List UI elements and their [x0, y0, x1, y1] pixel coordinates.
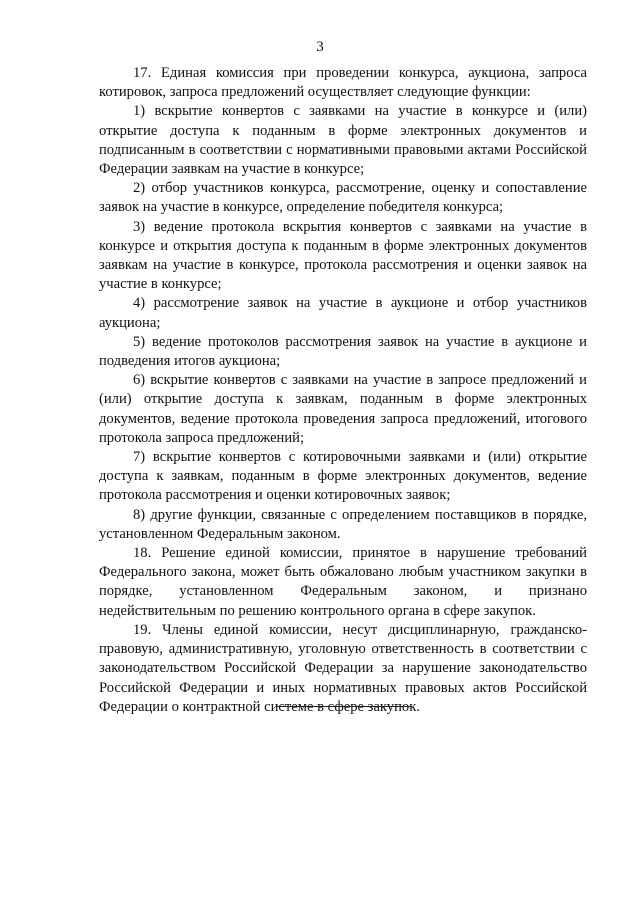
function-item-2: 2) отбор участников конкурса, рассмотрение, оценку и сопоставление заявок на участие в конкурсе, определение победителя конкурса;: [99, 180, 587, 216]
paragraph-17: 17. Единая комиссия при проведении конкурса, аукциона, запроса котировок, запроса предложений осуществляет следующие функции:: [99, 65, 587, 101]
end-divider-line: [276, 706, 412, 707]
paragraph-19: 19. Члены единой комиссии, несут дисциплинарную, гражданско-правовую, административную, уголовную ответственность в соответствии с законодательством Российской Федерации за нарушение законодательство Российской Федерации и иных нормативных правовых актов Российской Федерации о контрактной системе в сфере закупок.: [99, 621, 587, 715]
page-number: 3: [316, 39, 324, 55]
function-item-3: 3) ведение протокола вскрытия конвертов с заявками на участие в конкурсе и открытия доступа к поданным в форме электронных документов заявкам на участие в конкурсе, протокола рассмотрения и оценки заявок на участие в конкурсе;: [99, 218, 587, 293]
function-item-8: 8) другие функции, связанные с определением поставщиков в порядке, установленном Федеральным законом.: [99, 506, 587, 542]
function-item-7: 7) вскрытие конвертов с котировочными заявками и (или) открытие доступа к заявкам, поданным в форме электронных документов, ведение протокола рассмотрения и оценки котировочных заявок;: [99, 449, 587, 504]
document-body: [99, 64, 587, 717]
function-item-6: 6) вскрытие конвертов с заявками на участие в запросе предложений и (или) открытие доступа к заявкам, поданным в форме электронных документов, ведение протокола проведения запроса предложений, итогового протокола запроса предложений;: [99, 372, 587, 446]
paragraph-18: 18. Решение единой комиссии, принятое в нарушение требований Федерального закона, может быть обжаловано любым участником закупки в порядке, установленном Федеральным законом, и признано недействительным по решению контрольного органа в сфере закупок.: [99, 545, 587, 619]
function-item-5: 5) ведение протоколов рассмотрения заявок на участие в аукционе и подведения итогов аукциона;: [99, 333, 587, 370]
function-item-1: 1) вскрытие конвертов с заявками на участие в конкурсе и (или) открытие доступа к поданным в форме электронных документов и подписанным в соответствии с нормативными правовыми актами Российской Федерации заявкам на участие в конкурсе;: [99, 103, 587, 178]
function-item-4: 4) рассмотрение заявок на участие в аукционе и отбор участников аукциона;: [99, 295, 587, 331]
